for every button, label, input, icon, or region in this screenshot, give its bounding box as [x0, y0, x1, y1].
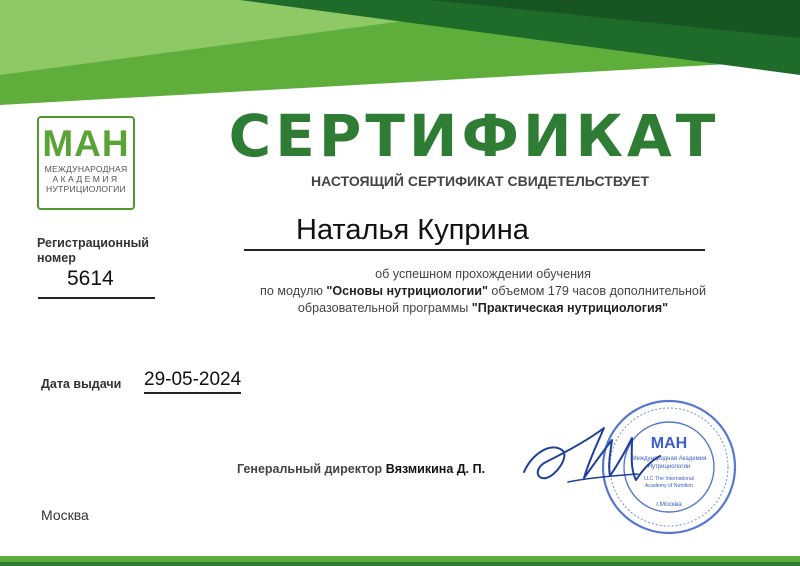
desc-line-3-pre: образовательной программы — [297, 301, 472, 315]
logo-mark: МАН — [42, 123, 130, 164]
certificate-subtitle: НАСТОЯЩИЙ СЕРТИФИКАТ СВИДЕТЕЛЬСТВУЕТ — [310, 173, 650, 189]
desc-line-1: об успешном прохождении обучения — [375, 267, 591, 281]
program-name: "Практическая нутрициология" — [471, 301, 669, 315]
desc-line-2-post: объемом 179 часов дополнительной — [487, 284, 706, 298]
certificate-title: СЕРТИФИКАТ — [228, 102, 720, 170]
stamp-latin-2: Academy of Nutrition — [644, 483, 694, 489]
stamp-latin-1: LLC The International — [644, 476, 694, 482]
logo-line-1: МЕЖДУНАРОДНАЯ — [44, 164, 128, 174]
stamp-sub-2: Нутрициологии — [647, 464, 691, 470]
issue-date-value: 29-05-2024 — [144, 369, 241, 394]
city-label: Москва — [41, 507, 89, 523]
recipient-name-underline — [244, 249, 705, 251]
desc-line-2 — [258, 283, 708, 300]
bottom-decorative-band — [0, 556, 800, 566]
director-signature — [518, 420, 668, 500]
academy-logo — [37, 116, 135, 210]
director-name: Вязмикина Д. П. — [385, 462, 486, 476]
director-line — [237, 462, 485, 476]
director-title: Генеральный директор — [237, 462, 383, 476]
module-name: "Основы нутрициологии" — [326, 284, 488, 298]
stamp-sub-1: Международная Академия — [631, 456, 707, 462]
course-description — [258, 266, 708, 317]
desc-line-2-pre: по модулю — [260, 284, 327, 298]
stamp-city: г.Москва — [656, 501, 682, 508]
desc-line-3 — [258, 300, 708, 317]
top-decorative-band — [0, 0, 800, 110]
logo-line-3: НУТРИЦИОЛОГИИ — [46, 184, 126, 194]
registration-number-value: 5614 — [67, 267, 114, 290]
logo-line-2: АКАДЕМИЯ — [52, 174, 120, 184]
registration-number-label: Регистрационный номер — [37, 236, 149, 265]
stamp-mark: МАН — [650, 435, 688, 452]
issue-date-label: Дата выдачи — [41, 377, 122, 391]
registration-underline — [38, 297, 155, 299]
recipient-name: Наталья Куприна — [296, 214, 529, 246]
